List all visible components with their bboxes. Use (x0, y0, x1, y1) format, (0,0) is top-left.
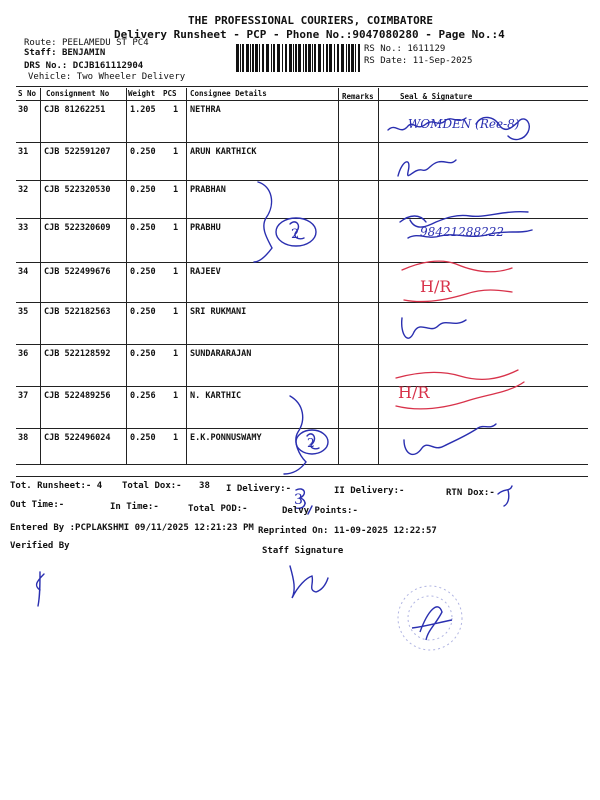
i-delivery-value: 3, (294, 492, 308, 508)
drs-label: DRS No.: (24, 61, 68, 71)
cell-consignment: CJB 522496024 (44, 433, 111, 443)
cell-pcs: 1 (173, 185, 179, 195)
hr-mark: H/R (420, 277, 452, 296)
handwritten-phone: 98421288222 (420, 225, 504, 239)
entered-by: Entered By :PCPLAKSHMI 09/11/2025 12:21:23 PM (10, 523, 254, 533)
col-header-consignment: Consignment No (46, 89, 110, 98)
cell-pcs: 1 (173, 267, 179, 277)
cell-sno: 33 (18, 223, 29, 233)
footer-rule (16, 476, 588, 477)
drs-value: DCJB161112904 (72, 61, 144, 71)
circled-number: 2 (291, 227, 300, 242)
cell-consignee: ARUN KARTHICK (190, 147, 257, 157)
cell-sno: 35 (18, 307, 29, 317)
verified-by-label: Verified By (10, 541, 70, 551)
route-value: PEELAMEDU ST PC4 (61, 38, 149, 48)
stamp-signature (412, 607, 452, 640)
cell-sno: 30 (18, 105, 29, 115)
rs-date-value: 11-Sep-2025 (412, 56, 473, 66)
cell-weight: 0.250 (130, 267, 156, 277)
cell-consignment: CJB 522128592 (44, 349, 111, 359)
cell-sno: 38 (18, 433, 29, 443)
stamp-mark (398, 586, 462, 650)
col-header-pcs: PCS (163, 89, 177, 98)
cell-pcs: 1 (173, 223, 179, 233)
col-header-weight: Weight (128, 89, 156, 98)
reprinted-on: Reprinted On: 11-09-2025 12:22:57 (258, 526, 437, 536)
vehicle-label: Vehicle: (28, 72, 72, 82)
cell-weight: 0.250 (130, 349, 156, 359)
cell-consignee: RAJEEV (190, 267, 221, 277)
rs-date-label: RS Date: (364, 56, 408, 66)
cell-sno: 32 (18, 185, 29, 195)
cell-pcs: 1 (173, 349, 179, 359)
runsheet-subtitle: Delivery Runsheet - PCP - Phone No.:9047080280 - Page No.:4 (114, 28, 505, 41)
staff-value: BENJAMIN (61, 48, 106, 58)
cell-consignee: PRABHU (190, 223, 221, 233)
staff-signature-mark (290, 566, 328, 598)
verified-signature (37, 572, 44, 606)
col-header-remarks: Remarks (342, 92, 374, 101)
staff-signature-label: Staff Signature (262, 546, 344, 556)
in-time-label: In Time:- (110, 502, 159, 512)
out-time-label: Out Time:- (10, 500, 65, 510)
cell-weight: 0.250 (130, 223, 156, 233)
cell-consignment: CJB 522182563 (44, 307, 111, 317)
circled-number: 2 (307, 436, 315, 450)
staff-label: Staff: (24, 48, 57, 58)
cell-weight: 0.250 (130, 147, 156, 157)
cell-consignee: E.K.PONNUSWAMY (190, 433, 262, 443)
route-label: Route: (24, 38, 57, 48)
tot-runsheet-label: Tot. Runsheet:- (10, 481, 92, 491)
cell-pcs: 1 (173, 105, 179, 115)
cell-sno: 37 (18, 391, 29, 401)
ii-delivery-label: II Delivery:- (334, 486, 405, 496)
vehicle-value: Two Wheeler Delivery (76, 72, 186, 82)
cell-consignee: SUNDARARAJAN (190, 349, 252, 359)
total-dox-label: Total Dox:- (122, 481, 182, 491)
cell-pcs: 1 (173, 147, 179, 157)
cell-consignment: CJB 522320530 (44, 185, 111, 195)
cell-pcs: 1 (173, 391, 179, 401)
company-name: THE PROFESSIONAL COURIERS, COIMBATORE (188, 14, 434, 27)
delvy-points-label: Delvy Points:- (282, 506, 358, 516)
cell-pcs: 1 (173, 307, 179, 317)
cell-consignee: SRI RUKMANI (190, 307, 247, 317)
cell-weight: 1.205 (130, 105, 156, 115)
handwritten-signature-text: WOMDEN (Ree-8) (408, 117, 520, 131)
cell-consignment: CJB 522320609 (44, 223, 111, 233)
cell-pcs: 1 (173, 433, 179, 443)
cell-consignment: CJB 522499676 (44, 267, 111, 277)
bracket-mark (254, 182, 272, 262)
cell-weight: 0.256 (130, 391, 156, 401)
bracket-mark (284, 396, 306, 474)
tot-runsheet-value: 4 (96, 481, 103, 491)
cell-sno: 36 (18, 349, 29, 359)
cell-sno: 31 (18, 147, 29, 157)
tot-runsheet (10, 481, 102, 491)
rtn-dox-label: RTN Dox:- (446, 488, 495, 498)
cell-weight: 0.250 (130, 433, 156, 443)
cell-consignee: NETHRA (190, 105, 221, 115)
col-header-sno: S No (18, 89, 37, 98)
cell-weight: 0.250 (130, 185, 156, 195)
col-header-seal-signature: Seal & Signature (400, 92, 473, 101)
cell-consignee: PRABHAN (190, 185, 226, 195)
cell-sno: 34 (18, 267, 29, 277)
cell-consignee: N. KARTHIC (190, 391, 242, 401)
total-dox (122, 481, 210, 491)
cell-consignment: CJB 81262251 (44, 105, 106, 115)
cell-consignment: CJB 522489256 (44, 391, 111, 401)
total-dox-value: 38 (199, 481, 210, 491)
cell-consignment: CJB 522591207 (44, 147, 111, 157)
total-pod-label: Total POD:- (188, 504, 248, 514)
rs-no-value: 1611129 (407, 44, 446, 54)
hr-mark: H/R (398, 383, 430, 402)
col-header-consignee: Consignee Details (190, 89, 267, 98)
i-delivery-label: I Delivery:- (226, 484, 292, 494)
cell-weight: 0.250 (130, 307, 156, 317)
rs-no-label: RS No.: (364, 44, 402, 54)
